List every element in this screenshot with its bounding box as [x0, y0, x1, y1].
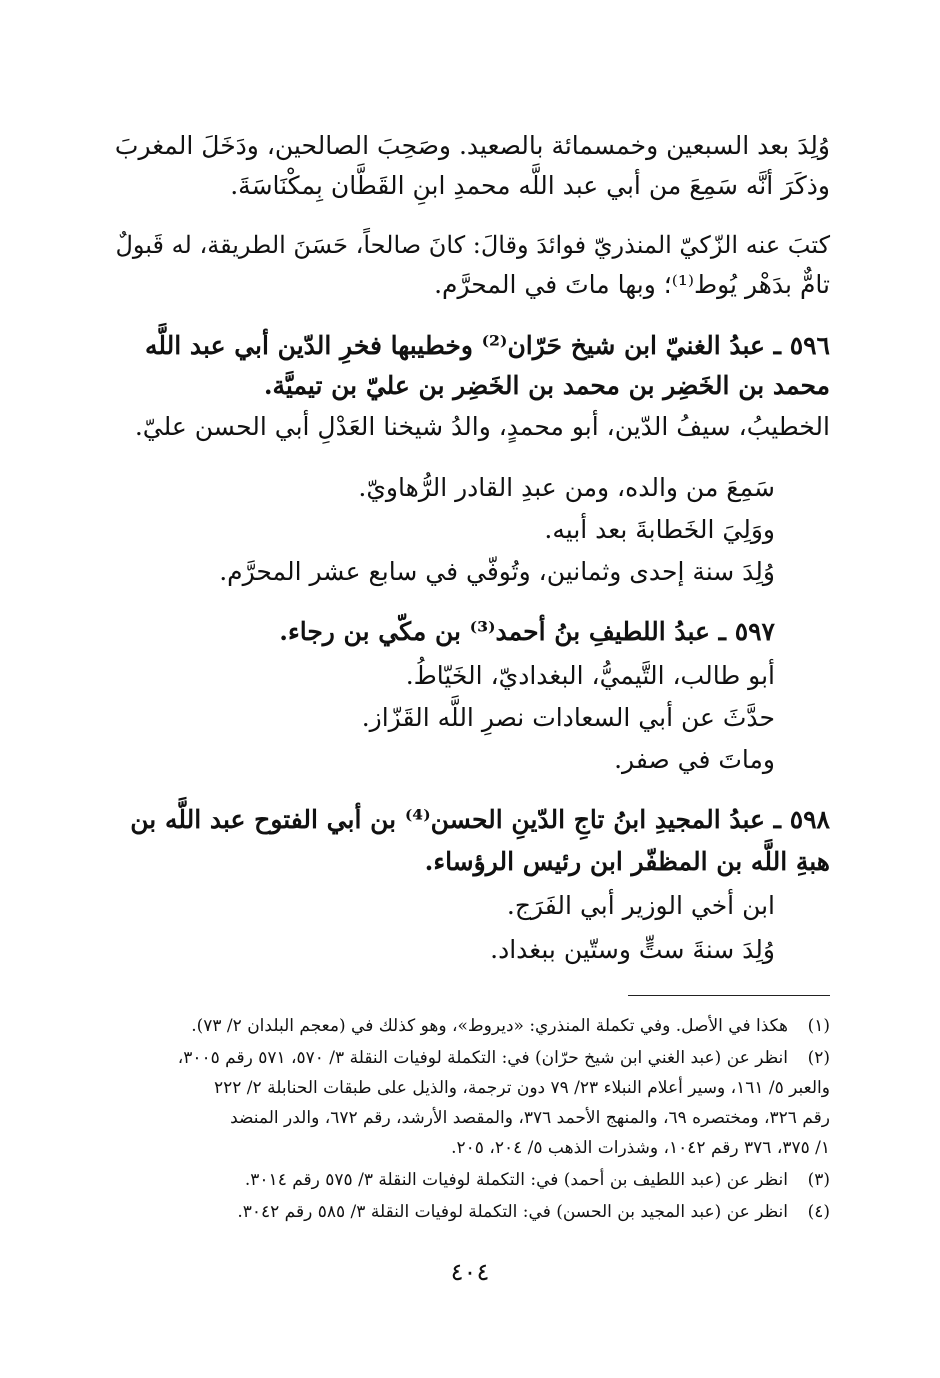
- text-line: ابن أخي الوزير أبي الفَرَج.: [506, 891, 775, 920]
- text-line: وُلِدَ سنةَ ستٍّ وستّين ببغداد.: [490, 935, 775, 964]
- entry-596-heading: ٥٩٦ ـ عبدُ الغنيّ ابن شيخ حَرّان⁽²⁾ وخطيبها فخرِ الدّين أبي عبد اللَّه: [144, 331, 830, 360]
- footnote-3: [245, 1165, 830, 1195]
- text-line: وُلِدَ سنة إحدى وثمانين، وتُوفّي في سابع عشر المحرَّم.: [219, 557, 775, 586]
- text-line: سَمِعَ من والده، ومن عبدِ القادر الرُّهاويّ.: [358, 473, 775, 502]
- entry-598-heading-cont: هبةِ اللَّه بن المظفّر ابن رئيس الرؤساء.: [424, 847, 830, 876]
- text-line: وذكَرَ أنَّه سَمِعَ من أبي عبد اللَّه محمدِ ابنِ القَطَّان بِمكْنَاسَةَ.: [230, 171, 830, 200]
- entry-598-heading: ٥٩٨ ـ عبدُ المجيدِ ابنُ تاجِ الدّينِ الحسن⁽⁴⁾ بن أبي الفتوح عبد اللَّه بن: [130, 805, 830, 834]
- text-line: كتبَ عنه الزّكيّ المنذريّ فوائدَ وقالَ: كانَ صالحاً، حَسَنَ الطريقة، له قَبولٌ: [115, 231, 830, 259]
- footnote-number: (٣): [807, 1170, 830, 1190]
- footnote-number: (٢): [807, 1048, 830, 1068]
- footnote-2-cont: ١/ ٣٧٥، ٣٧٦ رقم ١٠٤٢، وشذرات الذهب ٥/ ٢٠٤، ٢٠٥.: [451, 1138, 830, 1158]
- footnote-2-cont: رقم ٣٢٦، ومختصره ٦٩، والمنهج الأحمد ٣٧٦، والمقصد الأرشد، رقم ٦٧٢، والدر المنضد: [230, 1108, 830, 1128]
- footnote-1: [191, 1011, 830, 1041]
- entry-596-heading-cont: محمد بن الخَضِر بن محمد بن الخَضِر بن عليّ بن تيميَّة.: [263, 371, 830, 400]
- footnote-number: (١): [807, 1016, 830, 1036]
- footnote-4: [237, 1197, 830, 1227]
- text-line: ووَلِيَ الخَطابةَ بعد أبيه.: [544, 515, 775, 544]
- footnote-text: انظر عن (عبد المجيد بن الحسن) في: التكملة لوفيات النقلة ٣/ ٥٨٥ رقم ٣٠٤٢.: [237, 1202, 788, 1222]
- footnote-2-cont: والعبر ٥/ ١٦١، وسير أعلام النبلاء ٢٣/ ٧٩ دون ترجمة، والذيل على طبقات الحنابلة ٢/ ٢٢٢: [213, 1078, 830, 1098]
- footnote-text: انظر عن (عبد اللطيف بن أحمد) في: التكملة لوفيات النقلة ٣/ ٥٧٥ رقم ٣٠١٤.: [244, 1170, 788, 1190]
- footnote-text: انظر عن (عبد الغني ابن شيخ حرّان) في: التكملة لوفيات النقلة ٣/ ٥٧٠، ٥٧١ رقم ٣٠٠٥،: [177, 1048, 788, 1068]
- entry-597-heading: ٥٩٧ ـ عبدُ اللطيفِ بنُ أحمد⁽³⁾ بن مكّي بن رجاء.: [279, 617, 775, 646]
- footnote-text: هكذا في الأصل. وفي تكملة المنذري: «ديروط»، وهو كذلك في (معجم البلدان ٢/ ٧٣).: [191, 1016, 788, 1036]
- footnote-number: (٤): [807, 1202, 830, 1222]
- footnote-separator: [628, 995, 830, 996]
- text-line: تامٌّ بدَهْر يُوط⁽¹⁾؛ وبها ماتَ في المحرَّم.: [434, 270, 830, 299]
- text-line: حدَّثَ عن أبي السعادات نصرِ اللَّه القَزّاز.: [361, 703, 775, 732]
- text-line: وُلِدَ بعد السبعين وخمسمائة بالصعيد. وصَحِبَ الصالحين، ودَخَلَ المغربَ: [114, 131, 830, 160]
- text-line: أبو طالب، التَّيميُّ، البغداديّ، الخَيّاطُ.: [405, 661, 775, 690]
- page-number: ٤٠٤: [450, 1258, 490, 1286]
- footnote-2: [178, 1043, 830, 1073]
- text-line: وماتَ في صفر.: [614, 745, 775, 774]
- text-line: الخطيبُ، سيفُ الدّين، أبو محمدٍ، والدُ شيخنا العَدْلِ أبي الحسن عليّ.: [134, 412, 830, 441]
